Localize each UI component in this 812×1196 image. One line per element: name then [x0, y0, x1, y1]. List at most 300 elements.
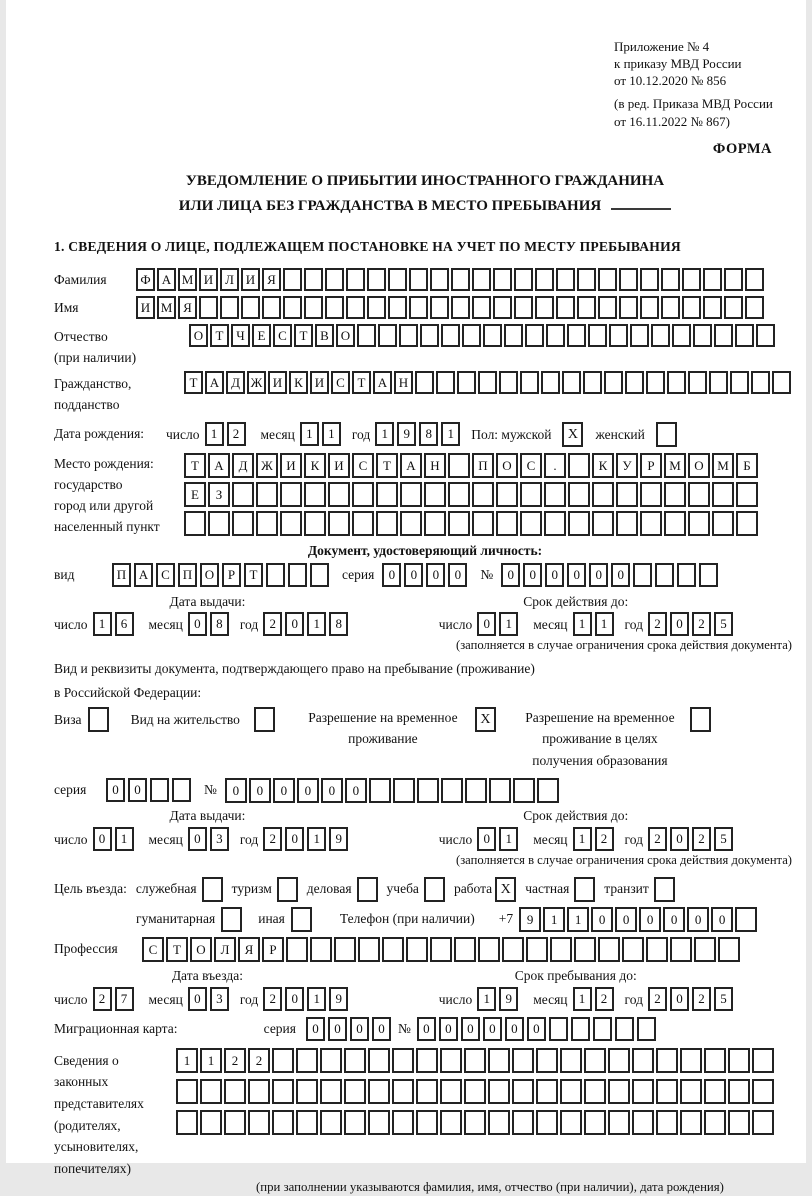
- char-cell[interactable]: [472, 296, 491, 319]
- char-cell[interactable]: [688, 371, 707, 394]
- char-cell[interactable]: 1: [441, 422, 460, 446]
- char-cell[interactable]: М: [712, 453, 734, 478]
- char-cell[interactable]: [256, 482, 278, 507]
- char-cell[interactable]: [493, 296, 512, 319]
- char-cell[interactable]: Ж: [256, 453, 278, 478]
- char-cell[interactable]: [640, 296, 659, 319]
- char-cell[interactable]: 0: [128, 778, 147, 802]
- char-cell[interactable]: П: [472, 453, 494, 478]
- char-cell[interactable]: 2: [648, 827, 667, 851]
- char-cell[interactable]: [512, 1110, 534, 1135]
- char-cell[interactable]: [357, 324, 376, 347]
- char-cell[interactable]: [392, 1079, 414, 1104]
- char-cell[interactable]: [560, 1110, 582, 1135]
- char-cell[interactable]: [346, 268, 365, 291]
- char-cell[interactable]: М: [178, 268, 197, 291]
- char-cell[interactable]: К: [592, 453, 614, 478]
- char-cell[interactable]: [682, 296, 701, 319]
- char-cell[interactable]: [200, 1079, 222, 1104]
- char-cell[interactable]: [655, 563, 674, 587]
- char-cell[interactable]: 0: [527, 1017, 546, 1041]
- char-cell[interactable]: 0: [663, 907, 685, 932]
- char-cell[interactable]: [513, 778, 535, 803]
- char-cell[interactable]: [646, 371, 665, 394]
- char-cell[interactable]: 8: [329, 612, 348, 636]
- char-cell[interactable]: 2: [263, 987, 282, 1011]
- char-cell[interactable]: 0: [404, 563, 423, 587]
- char-cell[interactable]: [736, 482, 758, 507]
- checkbox-turizm[interactable]: [277, 877, 298, 902]
- checkbox-tranzit[interactable]: [654, 877, 675, 902]
- char-cell[interactable]: [416, 1048, 438, 1073]
- char-cell[interactable]: [680, 1048, 702, 1073]
- char-cell[interactable]: [454, 937, 476, 962]
- char-cell[interactable]: 0: [297, 778, 319, 803]
- char-cell[interactable]: [272, 1110, 294, 1135]
- char-cell[interactable]: [546, 324, 565, 347]
- char-cell[interactable]: [608, 1110, 630, 1135]
- checkbox-female[interactable]: [656, 422, 677, 447]
- char-cell[interactable]: [457, 371, 476, 394]
- char-cell[interactable]: С: [156, 563, 175, 587]
- char-cell[interactable]: 0: [285, 612, 304, 636]
- char-cell[interactable]: О: [189, 324, 208, 347]
- char-cell[interactable]: [556, 268, 575, 291]
- char-cell[interactable]: [392, 1048, 414, 1073]
- char-cell[interactable]: 1: [200, 1048, 222, 1073]
- char-cell[interactable]: [368, 1110, 390, 1135]
- char-cell[interactable]: 5: [714, 987, 733, 1011]
- char-cell[interactable]: Я: [178, 296, 197, 319]
- char-cell[interactable]: С: [273, 324, 292, 347]
- char-cell[interactable]: 0: [372, 1017, 391, 1041]
- char-cell[interactable]: [352, 511, 374, 536]
- char-cell[interactable]: И: [310, 371, 329, 394]
- char-cell[interactable]: [304, 482, 326, 507]
- char-cell[interactable]: [224, 1110, 246, 1135]
- char-cell[interactable]: 1: [115, 827, 134, 851]
- char-cell[interactable]: [176, 1079, 198, 1104]
- char-cell[interactable]: С: [352, 453, 374, 478]
- char-cell[interactable]: [616, 482, 638, 507]
- char-cell[interactable]: В: [315, 324, 334, 347]
- char-cell[interactable]: Д: [226, 371, 245, 394]
- char-cell[interactable]: [367, 296, 386, 319]
- char-cell[interactable]: [232, 482, 254, 507]
- char-cell[interactable]: [451, 268, 470, 291]
- char-cell[interactable]: [704, 1048, 726, 1073]
- char-cell[interactable]: [535, 296, 554, 319]
- checkbox-sluzhebnaya[interactable]: [202, 877, 223, 902]
- char-cell[interactable]: 0: [567, 563, 586, 587]
- char-cell[interactable]: 2: [224, 1048, 246, 1073]
- char-cell[interactable]: [583, 371, 602, 394]
- char-cell[interactable]: [328, 482, 350, 507]
- char-cell[interactable]: К: [304, 453, 326, 478]
- char-cell[interactable]: 1: [307, 612, 326, 636]
- char-cell[interactable]: .: [544, 453, 566, 478]
- char-cell[interactable]: [640, 482, 662, 507]
- char-cell[interactable]: 2: [595, 987, 614, 1011]
- char-cell[interactable]: [325, 296, 344, 319]
- char-cell[interactable]: [525, 324, 544, 347]
- char-cell[interactable]: [640, 268, 659, 291]
- char-cell[interactable]: [400, 511, 422, 536]
- char-cell[interactable]: Т: [294, 324, 313, 347]
- char-cell[interactable]: Р: [222, 563, 241, 587]
- char-cell[interactable]: [667, 371, 686, 394]
- char-cell[interactable]: 0: [670, 987, 689, 1011]
- char-cell[interactable]: А: [134, 563, 153, 587]
- char-cell[interactable]: [688, 482, 710, 507]
- char-cell[interactable]: 2: [263, 827, 282, 851]
- char-cell[interactable]: [451, 296, 470, 319]
- char-cell[interactable]: Р: [640, 453, 662, 478]
- char-cell[interactable]: [440, 1079, 462, 1104]
- char-cell[interactable]: Т: [244, 563, 263, 587]
- char-cell[interactable]: [310, 563, 329, 587]
- char-cell[interactable]: А: [205, 371, 224, 394]
- char-cell[interactable]: Б: [736, 453, 758, 478]
- char-cell[interactable]: 0: [483, 1017, 502, 1041]
- char-cell[interactable]: 0: [93, 827, 112, 851]
- char-cell[interactable]: [680, 1110, 702, 1135]
- char-cell[interactable]: [399, 324, 418, 347]
- char-cell[interactable]: [325, 268, 344, 291]
- char-cell[interactable]: П: [178, 563, 197, 587]
- char-cell[interactable]: [415, 371, 434, 394]
- char-cell[interactable]: Л: [220, 268, 239, 291]
- char-cell[interactable]: 1: [307, 987, 326, 1011]
- char-cell[interactable]: [714, 324, 733, 347]
- char-cell[interactable]: 0: [448, 563, 467, 587]
- char-cell[interactable]: [376, 482, 398, 507]
- char-cell[interactable]: [646, 937, 668, 962]
- char-cell[interactable]: [208, 511, 230, 536]
- char-cell[interactable]: 0: [687, 907, 709, 932]
- char-cell[interactable]: [334, 937, 356, 962]
- char-cell[interactable]: У: [616, 453, 638, 478]
- char-cell[interactable]: [262, 296, 281, 319]
- char-cell[interactable]: [406, 937, 428, 962]
- char-cell[interactable]: [420, 324, 439, 347]
- char-cell[interactable]: 0: [670, 612, 689, 636]
- checkbox-residence-permit[interactable]: [254, 707, 275, 732]
- char-cell[interactable]: [436, 371, 455, 394]
- char-cell[interactable]: 0: [501, 563, 520, 587]
- char-cell[interactable]: Т: [376, 453, 398, 478]
- char-cell[interactable]: [358, 937, 380, 962]
- char-cell[interactable]: [266, 563, 285, 587]
- char-cell[interactable]: С: [331, 371, 350, 394]
- char-cell[interactable]: [288, 563, 307, 587]
- char-cell[interactable]: [751, 371, 770, 394]
- char-cell[interactable]: [535, 268, 554, 291]
- char-cell[interactable]: 1: [573, 987, 592, 1011]
- char-cell[interactable]: [735, 324, 754, 347]
- char-cell[interactable]: [472, 268, 491, 291]
- char-cell[interactable]: [571, 1017, 590, 1041]
- char-cell[interactable]: [328, 511, 350, 536]
- char-cell[interactable]: Р: [262, 937, 284, 962]
- char-cell[interactable]: [280, 511, 302, 536]
- char-cell[interactable]: О: [496, 453, 518, 478]
- char-cell[interactable]: [344, 1110, 366, 1135]
- char-cell[interactable]: [656, 1048, 678, 1073]
- char-cell[interactable]: [526, 937, 548, 962]
- char-cell[interactable]: [352, 482, 374, 507]
- char-cell[interactable]: 8: [419, 422, 438, 446]
- char-cell[interactable]: [677, 563, 696, 587]
- char-cell[interactable]: [584, 1110, 606, 1135]
- char-cell[interactable]: [514, 296, 533, 319]
- char-cell[interactable]: [609, 324, 628, 347]
- char-cell[interactable]: 9: [397, 422, 416, 446]
- char-cell[interactable]: 0: [249, 778, 271, 803]
- char-cell[interactable]: [544, 482, 566, 507]
- char-cell[interactable]: 9: [329, 987, 348, 1011]
- char-cell[interactable]: [283, 296, 302, 319]
- char-cell[interactable]: 0: [477, 612, 496, 636]
- char-cell[interactable]: 0: [306, 1017, 325, 1041]
- char-cell[interactable]: [248, 1079, 270, 1104]
- char-cell[interactable]: 1: [322, 422, 341, 446]
- char-cell[interactable]: И: [136, 296, 155, 319]
- char-cell[interactable]: [730, 371, 749, 394]
- char-cell[interactable]: И: [241, 268, 260, 291]
- checkbox-visa[interactable]: [88, 707, 109, 732]
- char-cell[interactable]: [440, 1110, 462, 1135]
- char-cell[interactable]: 2: [692, 827, 711, 851]
- char-cell[interactable]: [150, 778, 169, 802]
- char-cell[interactable]: 1: [375, 422, 394, 446]
- char-cell[interactable]: [709, 371, 728, 394]
- char-cell[interactable]: Я: [238, 937, 260, 962]
- char-cell[interactable]: 0: [188, 827, 207, 851]
- char-cell[interactable]: [632, 1079, 654, 1104]
- char-cell[interactable]: [699, 563, 718, 587]
- char-cell[interactable]: К: [289, 371, 308, 394]
- char-cell[interactable]: 1: [205, 422, 224, 446]
- char-cell[interactable]: [736, 511, 758, 536]
- char-cell[interactable]: [310, 937, 332, 962]
- char-cell[interactable]: [232, 511, 254, 536]
- char-cell[interactable]: 0: [505, 1017, 524, 1041]
- char-cell[interactable]: Т: [184, 371, 203, 394]
- char-cell[interactable]: [368, 1079, 390, 1104]
- char-cell[interactable]: [464, 1110, 486, 1135]
- char-cell[interactable]: 0: [611, 563, 630, 587]
- char-cell[interactable]: [346, 296, 365, 319]
- char-cell[interactable]: [368, 1048, 390, 1073]
- char-cell[interactable]: И: [199, 268, 218, 291]
- char-cell[interactable]: 9: [499, 987, 518, 1011]
- char-cell[interactable]: 5: [714, 827, 733, 851]
- char-cell[interactable]: 1: [499, 827, 518, 851]
- char-cell[interactable]: 7: [115, 987, 134, 1011]
- char-cell[interactable]: [502, 937, 524, 962]
- char-cell[interactable]: 0: [188, 612, 207, 636]
- char-cell[interactable]: [280, 482, 302, 507]
- char-cell[interactable]: 0: [639, 907, 661, 932]
- char-cell[interactable]: [622, 937, 644, 962]
- char-cell[interactable]: 0: [461, 1017, 480, 1041]
- char-cell[interactable]: [616, 511, 638, 536]
- char-cell[interactable]: [752, 1079, 774, 1104]
- char-cell[interactable]: [424, 482, 446, 507]
- char-cell[interactable]: [488, 1079, 510, 1104]
- char-cell[interactable]: 9: [329, 827, 348, 851]
- char-cell[interactable]: 8: [210, 612, 229, 636]
- checkbox-ucheba[interactable]: [424, 877, 445, 902]
- char-cell[interactable]: [724, 268, 743, 291]
- char-cell[interactable]: [712, 482, 734, 507]
- char-cell[interactable]: [392, 1110, 414, 1135]
- char-cell[interactable]: А: [208, 453, 230, 478]
- checkbox-rabota[interactable]: X: [495, 877, 516, 902]
- char-cell[interactable]: 1: [307, 827, 326, 851]
- char-cell[interactable]: [688, 511, 710, 536]
- char-cell[interactable]: 3: [210, 827, 229, 851]
- char-cell[interactable]: [598, 268, 617, 291]
- char-cell[interactable]: [598, 296, 617, 319]
- char-cell[interactable]: [430, 296, 449, 319]
- char-cell[interactable]: [430, 937, 452, 962]
- char-cell[interactable]: 2: [692, 612, 711, 636]
- char-cell[interactable]: [448, 453, 470, 478]
- char-cell[interactable]: [633, 563, 652, 587]
- char-cell[interactable]: [682, 268, 701, 291]
- char-cell[interactable]: [704, 1079, 726, 1104]
- char-cell[interactable]: [592, 482, 614, 507]
- char-cell[interactable]: [369, 778, 391, 803]
- char-cell[interactable]: [464, 1048, 486, 1073]
- char-cell[interactable]: 0: [426, 563, 445, 587]
- char-cell[interactable]: [304, 296, 323, 319]
- char-cell[interactable]: [296, 1048, 318, 1073]
- char-cell[interactable]: [496, 482, 518, 507]
- char-cell[interactable]: А: [400, 453, 422, 478]
- char-cell[interactable]: [536, 1079, 558, 1104]
- char-cell[interactable]: 0: [328, 1017, 347, 1041]
- char-cell[interactable]: [283, 268, 302, 291]
- char-cell[interactable]: [664, 482, 686, 507]
- char-cell[interactable]: [672, 324, 691, 347]
- char-cell[interactable]: Ж: [247, 371, 266, 394]
- char-cell[interactable]: 0: [523, 563, 542, 587]
- char-cell[interactable]: Н: [394, 371, 413, 394]
- char-cell[interactable]: И: [268, 371, 287, 394]
- char-cell[interactable]: [320, 1048, 342, 1073]
- char-cell[interactable]: [712, 511, 734, 536]
- char-cell[interactable]: [409, 268, 428, 291]
- char-cell[interactable]: [608, 1079, 630, 1104]
- char-cell[interactable]: [248, 1110, 270, 1135]
- char-cell[interactable]: [441, 324, 460, 347]
- char-cell[interactable]: [388, 296, 407, 319]
- char-cell[interactable]: [448, 482, 470, 507]
- char-cell[interactable]: [416, 1110, 438, 1135]
- char-cell[interactable]: 1: [567, 907, 589, 932]
- char-cell[interactable]: 9: [519, 907, 541, 932]
- char-cell[interactable]: [651, 324, 670, 347]
- char-cell[interactable]: М: [157, 296, 176, 319]
- char-cell[interactable]: [615, 1017, 634, 1041]
- char-cell[interactable]: [520, 482, 542, 507]
- char-cell[interactable]: 0: [670, 827, 689, 851]
- char-cell[interactable]: [693, 324, 712, 347]
- char-cell[interactable]: [703, 296, 722, 319]
- char-cell[interactable]: [718, 937, 740, 962]
- char-cell[interactable]: [376, 511, 398, 536]
- char-cell[interactable]: О: [200, 563, 219, 587]
- char-cell[interactable]: [704, 1110, 726, 1135]
- char-cell[interactable]: [560, 1079, 582, 1104]
- char-cell[interactable]: [598, 937, 620, 962]
- char-cell[interactable]: [514, 268, 533, 291]
- char-cell[interactable]: [430, 268, 449, 291]
- char-cell[interactable]: Д: [232, 453, 254, 478]
- char-cell[interactable]: [184, 511, 206, 536]
- char-cell[interactable]: [536, 1048, 558, 1073]
- char-cell[interactable]: Ф: [136, 268, 155, 291]
- char-cell[interactable]: [220, 296, 239, 319]
- char-cell[interactable]: 0: [417, 1017, 436, 1041]
- char-cell[interactable]: 0: [545, 563, 564, 587]
- char-cell[interactable]: [549, 1017, 568, 1041]
- char-cell[interactable]: 2: [595, 827, 614, 851]
- char-cell[interactable]: П: [112, 563, 131, 587]
- char-cell[interactable]: [604, 371, 623, 394]
- char-cell[interactable]: [574, 937, 596, 962]
- char-cell[interactable]: 2: [263, 612, 282, 636]
- char-cell[interactable]: [400, 482, 422, 507]
- char-cell[interactable]: [562, 371, 581, 394]
- char-cell[interactable]: Т: [352, 371, 371, 394]
- char-cell[interactable]: [472, 511, 494, 536]
- char-cell[interactable]: [556, 296, 575, 319]
- char-cell[interactable]: [568, 453, 590, 478]
- char-cell[interactable]: [367, 268, 386, 291]
- char-cell[interactable]: 0: [615, 907, 637, 932]
- char-cell[interactable]: [577, 296, 596, 319]
- char-cell[interactable]: [200, 1110, 222, 1135]
- char-cell[interactable]: Е: [184, 482, 206, 507]
- char-cell[interactable]: [735, 907, 757, 932]
- char-cell[interactable]: [409, 296, 428, 319]
- char-cell[interactable]: Н: [424, 453, 446, 478]
- char-cell[interactable]: А: [373, 371, 392, 394]
- char-cell[interactable]: [512, 1079, 534, 1104]
- char-cell[interactable]: 0: [321, 778, 343, 803]
- char-cell[interactable]: 2: [692, 987, 711, 1011]
- char-cell[interactable]: 0: [188, 987, 207, 1011]
- char-cell[interactable]: [176, 1110, 198, 1135]
- char-cell[interactable]: 0: [382, 563, 401, 587]
- char-cell[interactable]: [241, 296, 260, 319]
- char-cell[interactable]: 1: [176, 1048, 198, 1073]
- char-cell[interactable]: [661, 268, 680, 291]
- char-cell[interactable]: [550, 937, 572, 962]
- char-cell[interactable]: [483, 324, 502, 347]
- char-cell[interactable]: 0: [439, 1017, 458, 1041]
- char-cell[interactable]: [448, 511, 470, 536]
- char-cell[interactable]: [296, 1079, 318, 1104]
- char-cell[interactable]: [703, 268, 722, 291]
- char-cell[interactable]: Т: [184, 453, 206, 478]
- char-cell[interactable]: [584, 1048, 606, 1073]
- char-cell[interactable]: 2: [248, 1048, 270, 1073]
